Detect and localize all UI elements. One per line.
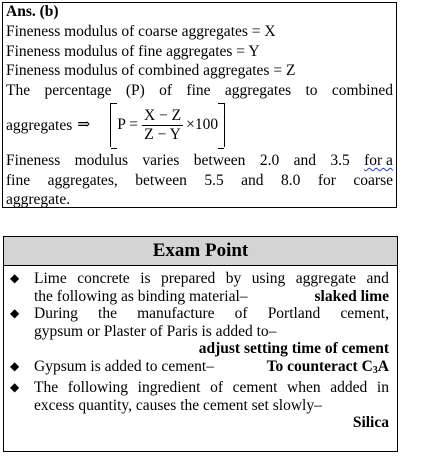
word: combined [331,81,393,99]
word: aggregates [224,81,292,99]
list-item [8,305,389,358]
item-answer: adjust setting time of cement [198,340,389,357]
word: following [67,379,129,396]
combined-fm-definition: Fineness modulus of combined aggregates = Z [6,62,296,79]
formula-numerator: X − Z [143,106,182,124]
list-item [8,358,389,380]
item-text-line [34,270,389,288]
word: to [305,81,318,99]
word: between [135,171,187,189]
fm-range-line-1 [6,151,393,171]
word: of [210,379,224,396]
formula-bracket [110,103,225,147]
exam-point-list [4,266,397,432]
answer-subscript: 3 [372,364,378,376]
word: the [98,305,117,322]
word: prepared [161,270,216,287]
diamond-bullet-icon: ◆ [10,358,20,373]
word: ingredient [137,379,201,396]
word: is [140,270,151,287]
word: in [376,379,389,396]
implies-arrow-icon: ⇒ [77,116,91,134]
word: 3.5 [330,152,350,169]
percentage-statement [6,81,393,101]
list-item-body [34,379,389,432]
word: using [251,270,286,287]
item-answer: slaked lime [314,287,389,305]
word: aggregates, [47,171,118,189]
diamond-bullet-icon: ◆ [10,380,20,394]
item-question: excess quantity, causes the cement set slowly– [34,396,322,414]
word: of [234,305,248,322]
list-item-body [34,358,389,380]
word: 2.0 [259,152,280,169]
word: The [34,379,59,396]
word: between [193,152,246,169]
diamond-bullet-icon: ◆ [10,271,20,285]
formula-row [6,103,393,147]
word: aggregate [295,270,357,287]
answer-title: Ans. (b) [6,3,59,20]
item-text-line [34,358,389,380]
word: concrete [77,270,130,287]
exam-point-box [3,236,398,452]
answer-prefix: To counteract C [266,357,373,375]
formula-multiplier: ×100 [186,116,219,134]
word: percentage [44,81,112,99]
fm-range-line-3: aggregate. [6,191,71,208]
word: cement, [340,305,389,322]
word: varies [142,152,180,169]
word: 8.0 [281,171,301,189]
item-text-line [34,305,389,323]
word: modulus [74,152,129,169]
item-answer: Silica [352,414,389,431]
item-question: Gypsum is added to cement– [34,357,214,375]
word: (P) [125,81,145,99]
item-answer [267,358,389,380]
item-text-line [34,288,389,306]
word: and [241,171,264,189]
word: for [317,171,336,189]
word: Fineness [6,152,61,169]
fine-fm-definition: Fineness modulus of fine aggregates = Y [6,42,260,60]
word: Lime [34,270,67,287]
word: fine [186,81,211,99]
diamond-bullet-icon: ◆ [10,306,20,320]
word: The [6,81,31,99]
word: fine [6,171,31,189]
word: by [225,270,242,287]
word: cement [232,379,278,396]
word: 5.5 [204,171,224,189]
word: of [159,81,173,99]
item-text-line [34,379,389,397]
answer-suffix: A [377,357,389,375]
list-item [8,270,389,305]
word: added [330,379,368,396]
exam-point-header: Exam Point [4,237,397,266]
word: Portland [267,305,321,322]
word: manufacture [137,305,215,322]
word: During [34,305,78,322]
spellcheck-underlined-text: for a [364,152,393,169]
item-question: the following as binding material– [34,287,248,305]
formula-lead: aggregates [6,117,73,135]
list-item-body [34,305,389,358]
word: when [287,379,321,396]
word: coarse [353,171,393,189]
formula-fraction [142,107,183,144]
fm-range-line-2 [6,171,393,191]
coarse-fm-definition: Fineness modulus of coarse aggregates = X [6,23,276,40]
answer-box [2,2,397,208]
list-item-body [34,270,389,305]
item-question: gypsum or Plaster of Paris is added to– [34,322,277,340]
list-item [8,379,389,432]
word: and [293,152,316,169]
word: and [366,270,389,287]
formula-denominator: Z − Y [144,125,181,143]
formula-lhs: P = [117,116,138,134]
